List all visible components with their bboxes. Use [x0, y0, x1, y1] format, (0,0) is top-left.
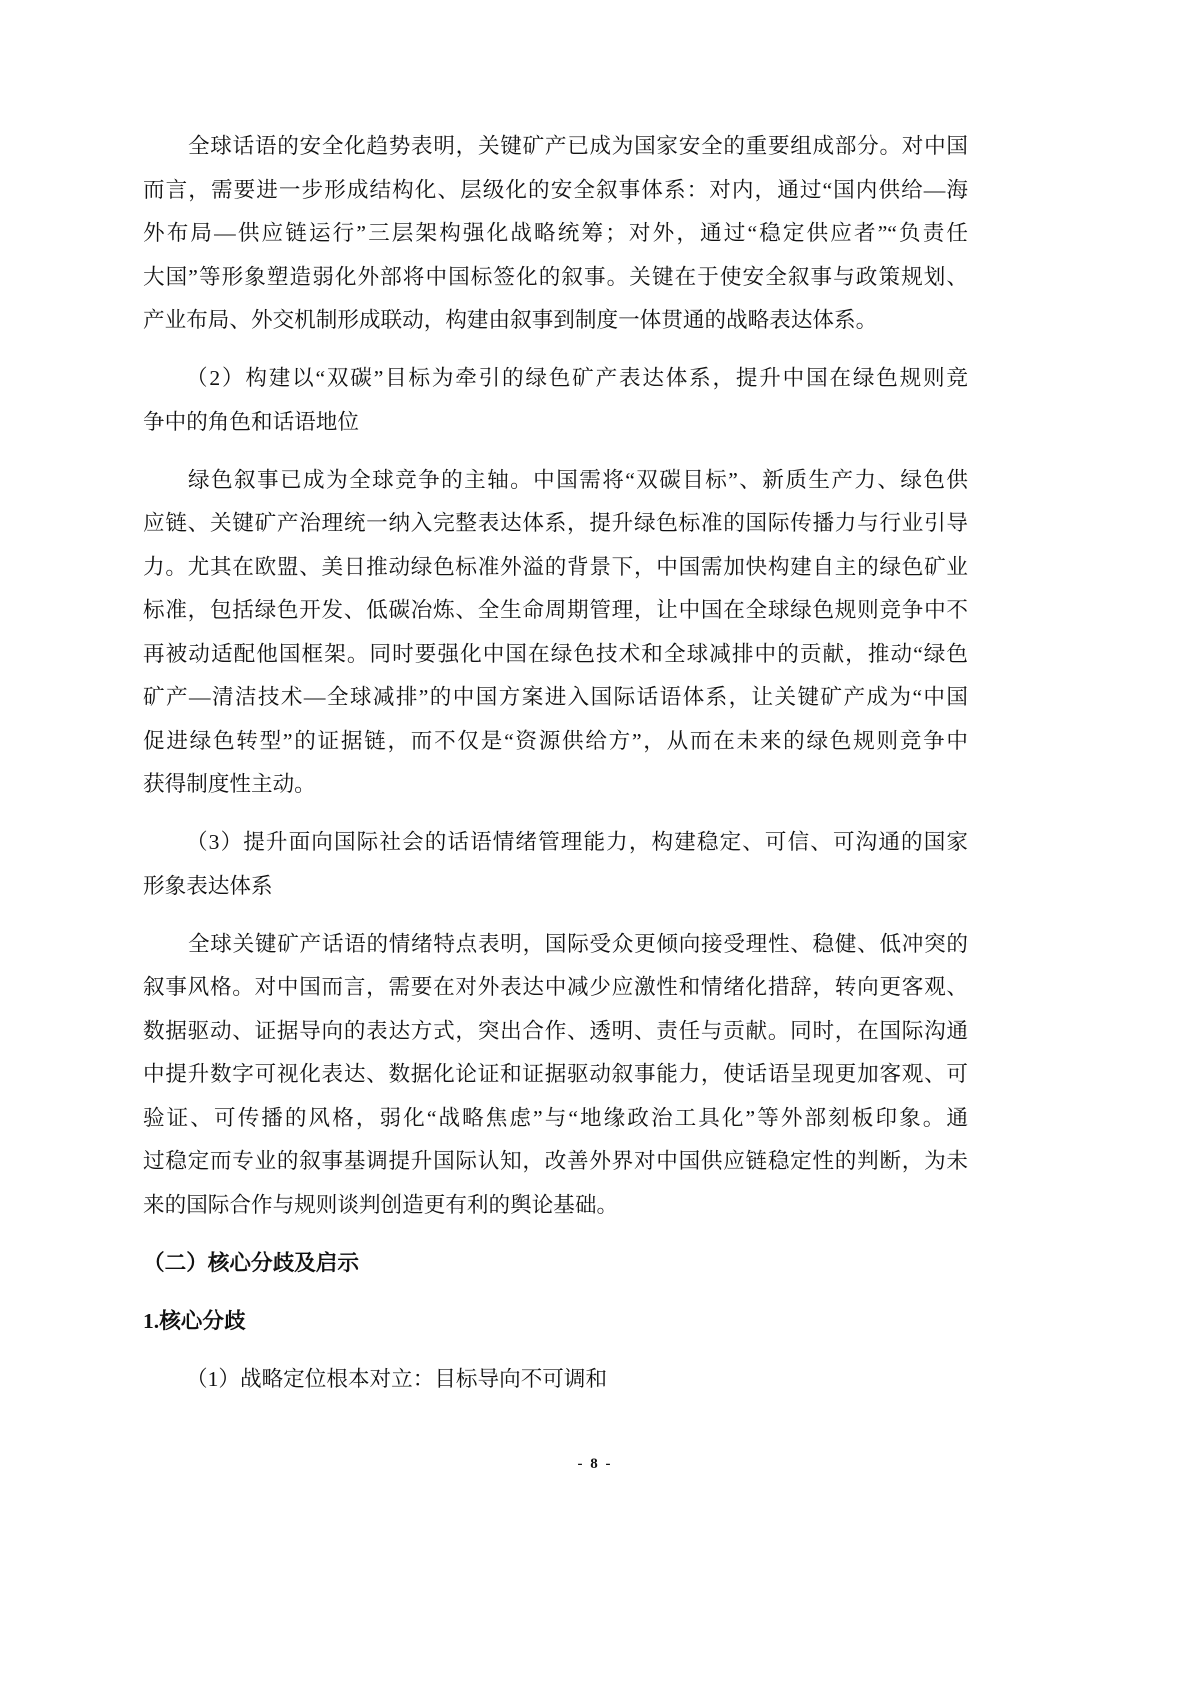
- text-line: 叙事风格。对中国而言，需要在对外表达中减少应激性和情绪化措辞，转向更客观、: [143, 975, 968, 999]
- text-line: 获得制度性主动。: [143, 772, 316, 796]
- text-line: 矿产—清洁技术—全球减排”的中国方案进入国际话语体系，让关键矿产成为“中国: [143, 685, 968, 709]
- text-line: 应链、关键矿产治理统一纳入完整表达体系，提升绿色标准的国际传播力与行业引导: [143, 511, 968, 535]
- text-line: 争中的角色和话语地位: [143, 409, 359, 434]
- text-line: 力。尤其在欧盟、美日推动绿色标准外溢的背景下，中国需加快构建自主的绿色矿业: [143, 554, 968, 579]
- section-heading: [143, 1242, 968, 1286]
- body-paragraph: [143, 125, 968, 343]
- text-line: 全球关键矿产话语的情绪特点表明，国际受众更倾向接受理性、稳健、低冲突的: [188, 931, 968, 956]
- text-line: 外布局—供应链运行”三层架构强化战略统筹；对外，通过“稳定供应者”“负责任: [143, 221, 968, 245]
- text-line: 过稳定而专业的叙事基调提升国际认知，改善外界对中国供应链稳定性的判断，为未: [143, 1149, 968, 1173]
- body-paragraph: [143, 923, 968, 1228]
- text-line: 再被动适配他国框架。同时要强化中国在绿色技术和全球减排中的贡献，推动“绿色: [143, 641, 968, 666]
- subsection-heading: [143, 821, 968, 908]
- text-line: 绿色叙事已成为全球竞争的主轴。中国需将“双碳目标”、新质生产力、绿色供: [188, 467, 968, 492]
- subsection-heading: [143, 1358, 968, 1402]
- text-line: （二）核心分歧及启示: [143, 1250, 359, 1275]
- section-heading: [143, 1300, 968, 1344]
- text-line: 验证、可传播的风格，弱化“战略焦虑”与“地缘政治工具化”等外部刻板印象。通: [143, 1105, 968, 1130]
- body-paragraph: [143, 459, 968, 807]
- text-line: 来的国际合作与规则谈判创造更有利的舆论基础。: [143, 1192, 619, 1217]
- text-line: 数据驱动、证据导向的表达方式，突出合作、透明、责任与贡献。同时，在国际沟通: [143, 1018, 968, 1043]
- text-line: 全球话语的安全化趋势表明，关键矿产已成为国家安全的重要组成部分。对中国: [188, 134, 968, 158]
- page-number: - 8 -: [577, 1456, 613, 1472]
- text-line: 形象表达体系: [143, 873, 273, 898]
- text-line: （1）战略定位根本对立：目标导向不可调和: [186, 1366, 608, 1391]
- document-body: [143, 125, 968, 1416]
- text-line: 促进绿色转型”的证据链，而不仅是“资源供给方”，从而在未来的绿色规则竞争中: [143, 728, 968, 753]
- text-line: （3）提升面向国际社会的话语情绪管理能力，构建稳定、可信、可沟通的国家: [186, 830, 968, 854]
- text-line: 产业布局、外交机制形成联动，构建由叙事到制度一体贯通的战略表达体系。: [143, 308, 878, 332]
- text-line: 1.核心分歧: [143, 1308, 246, 1333]
- text-line: 标准，包括绿色开发、低碳冶炼、全生命周期管理，让中国在全球绿色规则竞争中不: [143, 598, 968, 622]
- text-line: 中提升数字可视化表达、数据化论证和证据驱动叙事能力，使话语呈现更加客观、可: [143, 1062, 968, 1086]
- text-line: （2）构建以“双碳”目标为牵引的绿色矿产表达体系，提升中国在绿色规则竞: [186, 366, 968, 390]
- text-line: 而言，需要进一步形成结构化、层级化的安全叙事体系：对内，通过“国内供给—海: [143, 177, 968, 202]
- subsection-heading: [143, 357, 968, 444]
- text-line: 大国”等形象塑造弱化外部将中国标签化的叙事。关键在于使安全叙事与政策规划、: [143, 264, 968, 289]
